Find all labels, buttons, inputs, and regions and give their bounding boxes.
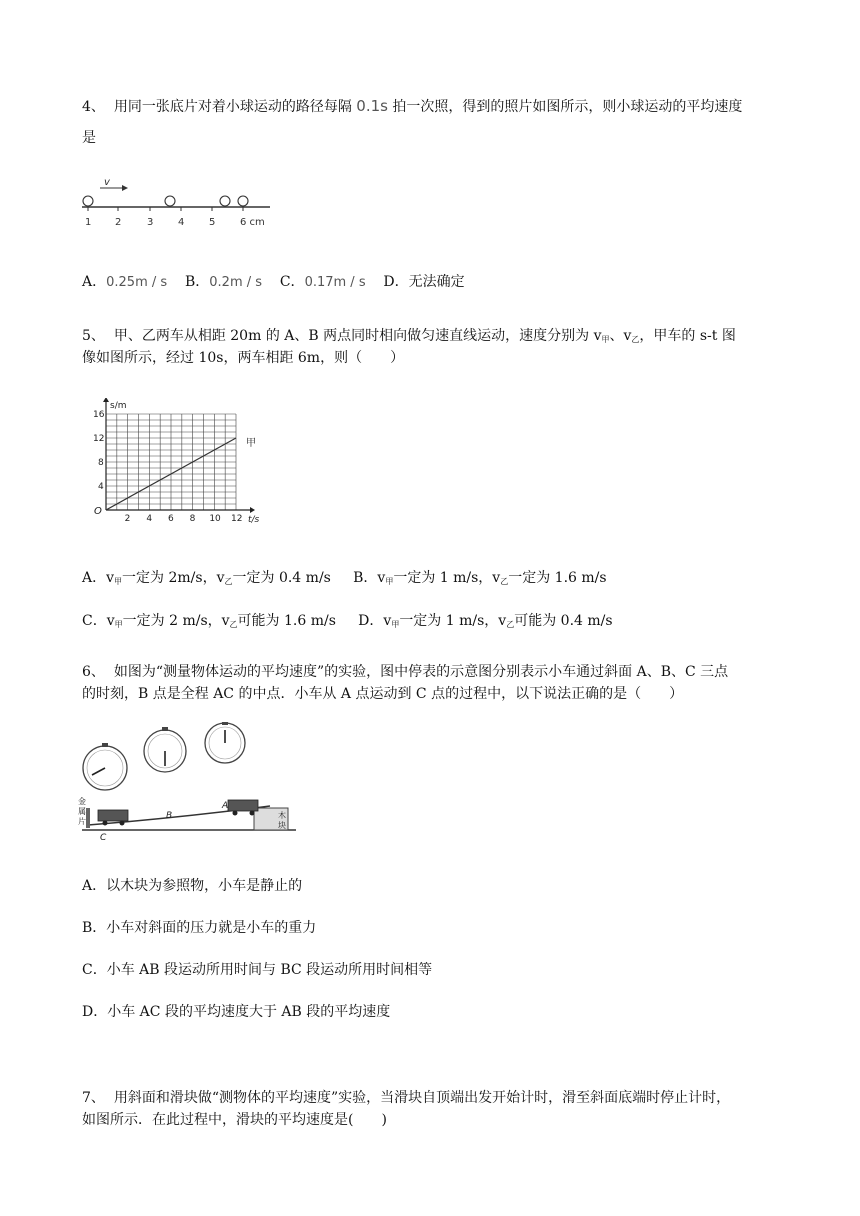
q4-interval: 0.1s xyxy=(356,97,388,115)
ball-2 xyxy=(165,196,175,206)
x-tick-label: 12 xyxy=(231,514,243,524)
point-a-label: A xyxy=(222,801,229,811)
ruler-tick: 3 xyxy=(147,217,154,228)
q6-option-c[interactable]: C．小车 AB 段运动所用时间与 BC 段运动所用时间相等 xyxy=(82,962,433,978)
q7-number: 7、 xyxy=(82,1090,105,1106)
x-axis-label: t/s xyxy=(248,515,260,525)
velocity-label: v xyxy=(104,177,110,188)
svg-text:片: 片 xyxy=(78,817,86,826)
q5-line2: 像如图所示，经过 10s，两车相距 6m，则（ ） xyxy=(82,350,405,366)
point-b-label: B xyxy=(166,811,173,821)
x-tick-label: 4 xyxy=(146,514,153,524)
series-label-jia: 甲 xyxy=(246,438,256,449)
q6-option-b[interactable]: B．小车对斜面的压力就是小车的重力 xyxy=(82,920,317,936)
ball-4 xyxy=(238,196,248,206)
q6-number: 6、 xyxy=(82,664,105,680)
q7-line1: 7、 用斜面和滑块做“测物体的平均速度”实验，当滑块自顶端出发开始计时，滑至斜面底端时停止计时， xyxy=(82,1090,731,1106)
ball-3 xyxy=(220,196,230,206)
st-graph xyxy=(84,398,274,528)
point-c-label: C xyxy=(100,833,107,843)
cart-a-icon xyxy=(228,800,258,816)
q5-options-row2 xyxy=(82,611,613,635)
q5-option-b[interactable]: B．$v_甲$一定为 1 m/s，$v_乙$一定为 1.6 m/s xyxy=(353,570,607,586)
q4-number: 4、 xyxy=(82,99,105,115)
x-tick-label: 10 xyxy=(209,514,221,524)
svg-text:属: 属 xyxy=(78,807,86,816)
q5-option-d[interactable]: D．$v_甲$一定为 1 m/s，$v_乙$可能为 0.4 m/s xyxy=(358,613,613,629)
ruler-tick: 1 xyxy=(85,217,92,228)
q5-option-a[interactable]: A．$v_甲$一定为 2m/s，$v_乙$一定为 0.4 m/s xyxy=(82,570,331,586)
svg-text:块: 块 xyxy=(278,821,286,830)
ball-photo-figure xyxy=(78,176,278,232)
q4-options xyxy=(82,272,465,293)
q6-option-a[interactable]: A．以木块为参照物，小车是静止的 xyxy=(82,878,303,894)
origin-label: O xyxy=(94,506,102,517)
stopwatch-b-icon xyxy=(144,727,186,772)
ruler-tick: 2 xyxy=(115,217,122,228)
y-axis-arrow xyxy=(103,398,109,402)
metal-sheet xyxy=(86,808,90,828)
q6-option-d[interactable]: D．小车 AC 段的平均速度大于 AB 段的平均速度 xyxy=(82,1004,391,1020)
q4-option-a[interactable]: A．0.25m / s xyxy=(82,274,168,290)
q5-line1: 5、 甲、乙两车从相距 20m 的 A、B 两点同时相向做匀速直线运动，速度分别为 $v_甲$、$v_乙$，甲车的 s-t 图 xyxy=(82,328,736,344)
q5-option-c[interactable]: C．$v_甲$一定为 2 m/s，$v_乙$可能为 1.6 m/s xyxy=(82,613,336,629)
y-axis-label: s/m xyxy=(110,401,127,411)
q5-options-row1 xyxy=(82,568,607,592)
ball-1 xyxy=(83,196,93,206)
x-tick-label: 6 xyxy=(168,514,174,524)
stopwatch-c-icon xyxy=(83,743,127,790)
y-tick-label: 12 xyxy=(93,434,105,444)
q6-line2: 的时刻，B 点是全程 AC 的中点．小车从 A 点运动到 C 点的过程中，以下说法正确的是（ ） xyxy=(82,686,684,702)
stopwatch-a-icon xyxy=(205,722,245,763)
y-tick-label: 16 xyxy=(93,410,105,420)
ruler-tick: 6 cm xyxy=(240,217,265,228)
y-tick-label: 8 xyxy=(98,458,104,468)
q5-number: 5、 xyxy=(82,328,105,344)
q4-line1: 4、 用同一张底片对着小球运动的路径每隔 0.1s 拍一次照，得到的照片如图所示，则小球运动的平均速度 xyxy=(82,97,743,115)
svg-text:木: 木 xyxy=(278,811,286,820)
x-tick-label: 8 xyxy=(189,514,196,524)
q4-option-d[interactable]: D．无法确定 xyxy=(383,274,465,290)
svg-text:金: 金 xyxy=(78,797,86,806)
incline-experiment-figure xyxy=(78,722,300,844)
x-tick-label: 2 xyxy=(124,514,131,524)
q4-line2: 是 xyxy=(82,130,96,146)
q7-line2: 如图所示．在此过程中，滑块的平均速度是( ) xyxy=(82,1112,387,1128)
q6-line1: 6、 如图为“测量物体运动的平均速度”的实验，图中停表的示意图分别表示小车通过斜面 A、B、C 三点 xyxy=(82,664,729,680)
ruler-tick: 4 xyxy=(178,217,185,228)
q4-option-b[interactable]: B．0.2m / s xyxy=(184,274,263,290)
q4-option-c[interactable]: C．0.17m / s xyxy=(279,274,366,290)
y-tick-label: 4 xyxy=(98,482,104,492)
ruler-tick: 5 xyxy=(209,217,216,228)
x-axis-arrow xyxy=(250,507,255,513)
